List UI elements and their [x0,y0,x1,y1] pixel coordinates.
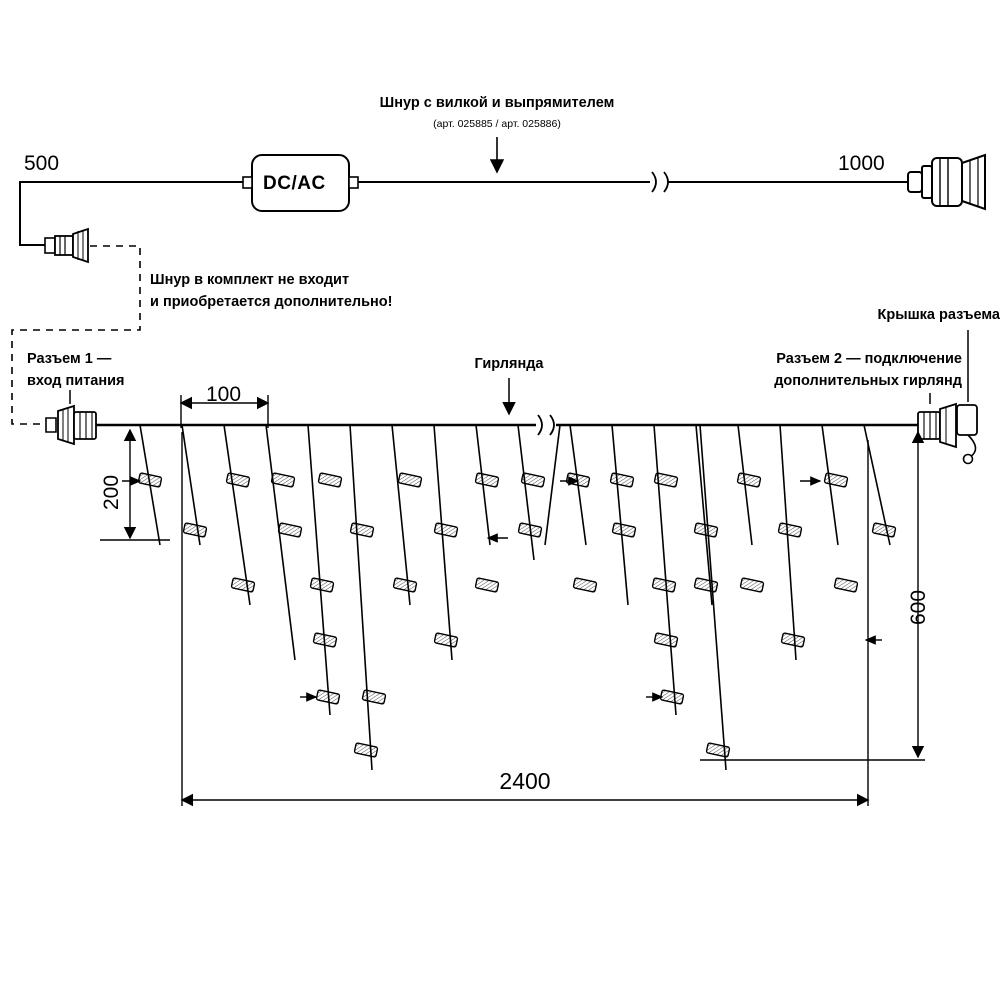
connector-2-extension [918,404,956,447]
note-not-included-line2: и приобретается дополнительно! [150,294,393,310]
mains-plug [908,155,985,209]
dimension-label-100: 100 [206,383,242,406]
not-included-dashed-region [12,246,140,424]
dimension-label-1000: 1000 [838,152,885,175]
adapter-label: DC/AC [263,173,326,194]
connector-2-label-line2: дополнительных гирлянд [774,373,962,389]
connector-1-label-line2: вход питания [27,373,125,389]
cord-female-connector [45,229,88,262]
power-cord-assembly [20,155,912,245]
dimension-label-600: 600 [907,589,930,625]
dimension-label-200: 200 [100,474,123,510]
led-bulbs [138,473,896,757]
garland-label: Гирлянда [474,356,544,372]
power-cord-article-numbers: (арт. 025885 / арт. 025886) [433,118,561,130]
garland-drop-strings [140,425,890,770]
power-cord-caption: Шнур с вилкой и выпрямителем [379,95,615,111]
dimension-label-2400: 2400 [499,768,551,794]
garland-main-wire [96,415,920,435]
connector-1-label-line1: Разъем 1 — [27,351,112,367]
dimension-label-500: 500 [24,152,60,175]
connector-cap-label: Крышка разъема [877,307,1000,323]
connector-1-power-input [46,406,96,444]
note-not-included-line1: Шнур в комплект не входит [150,272,350,288]
connector-cap [957,405,977,464]
connector-2-label-line1: Разъем 2 — подключение [776,351,962,367]
